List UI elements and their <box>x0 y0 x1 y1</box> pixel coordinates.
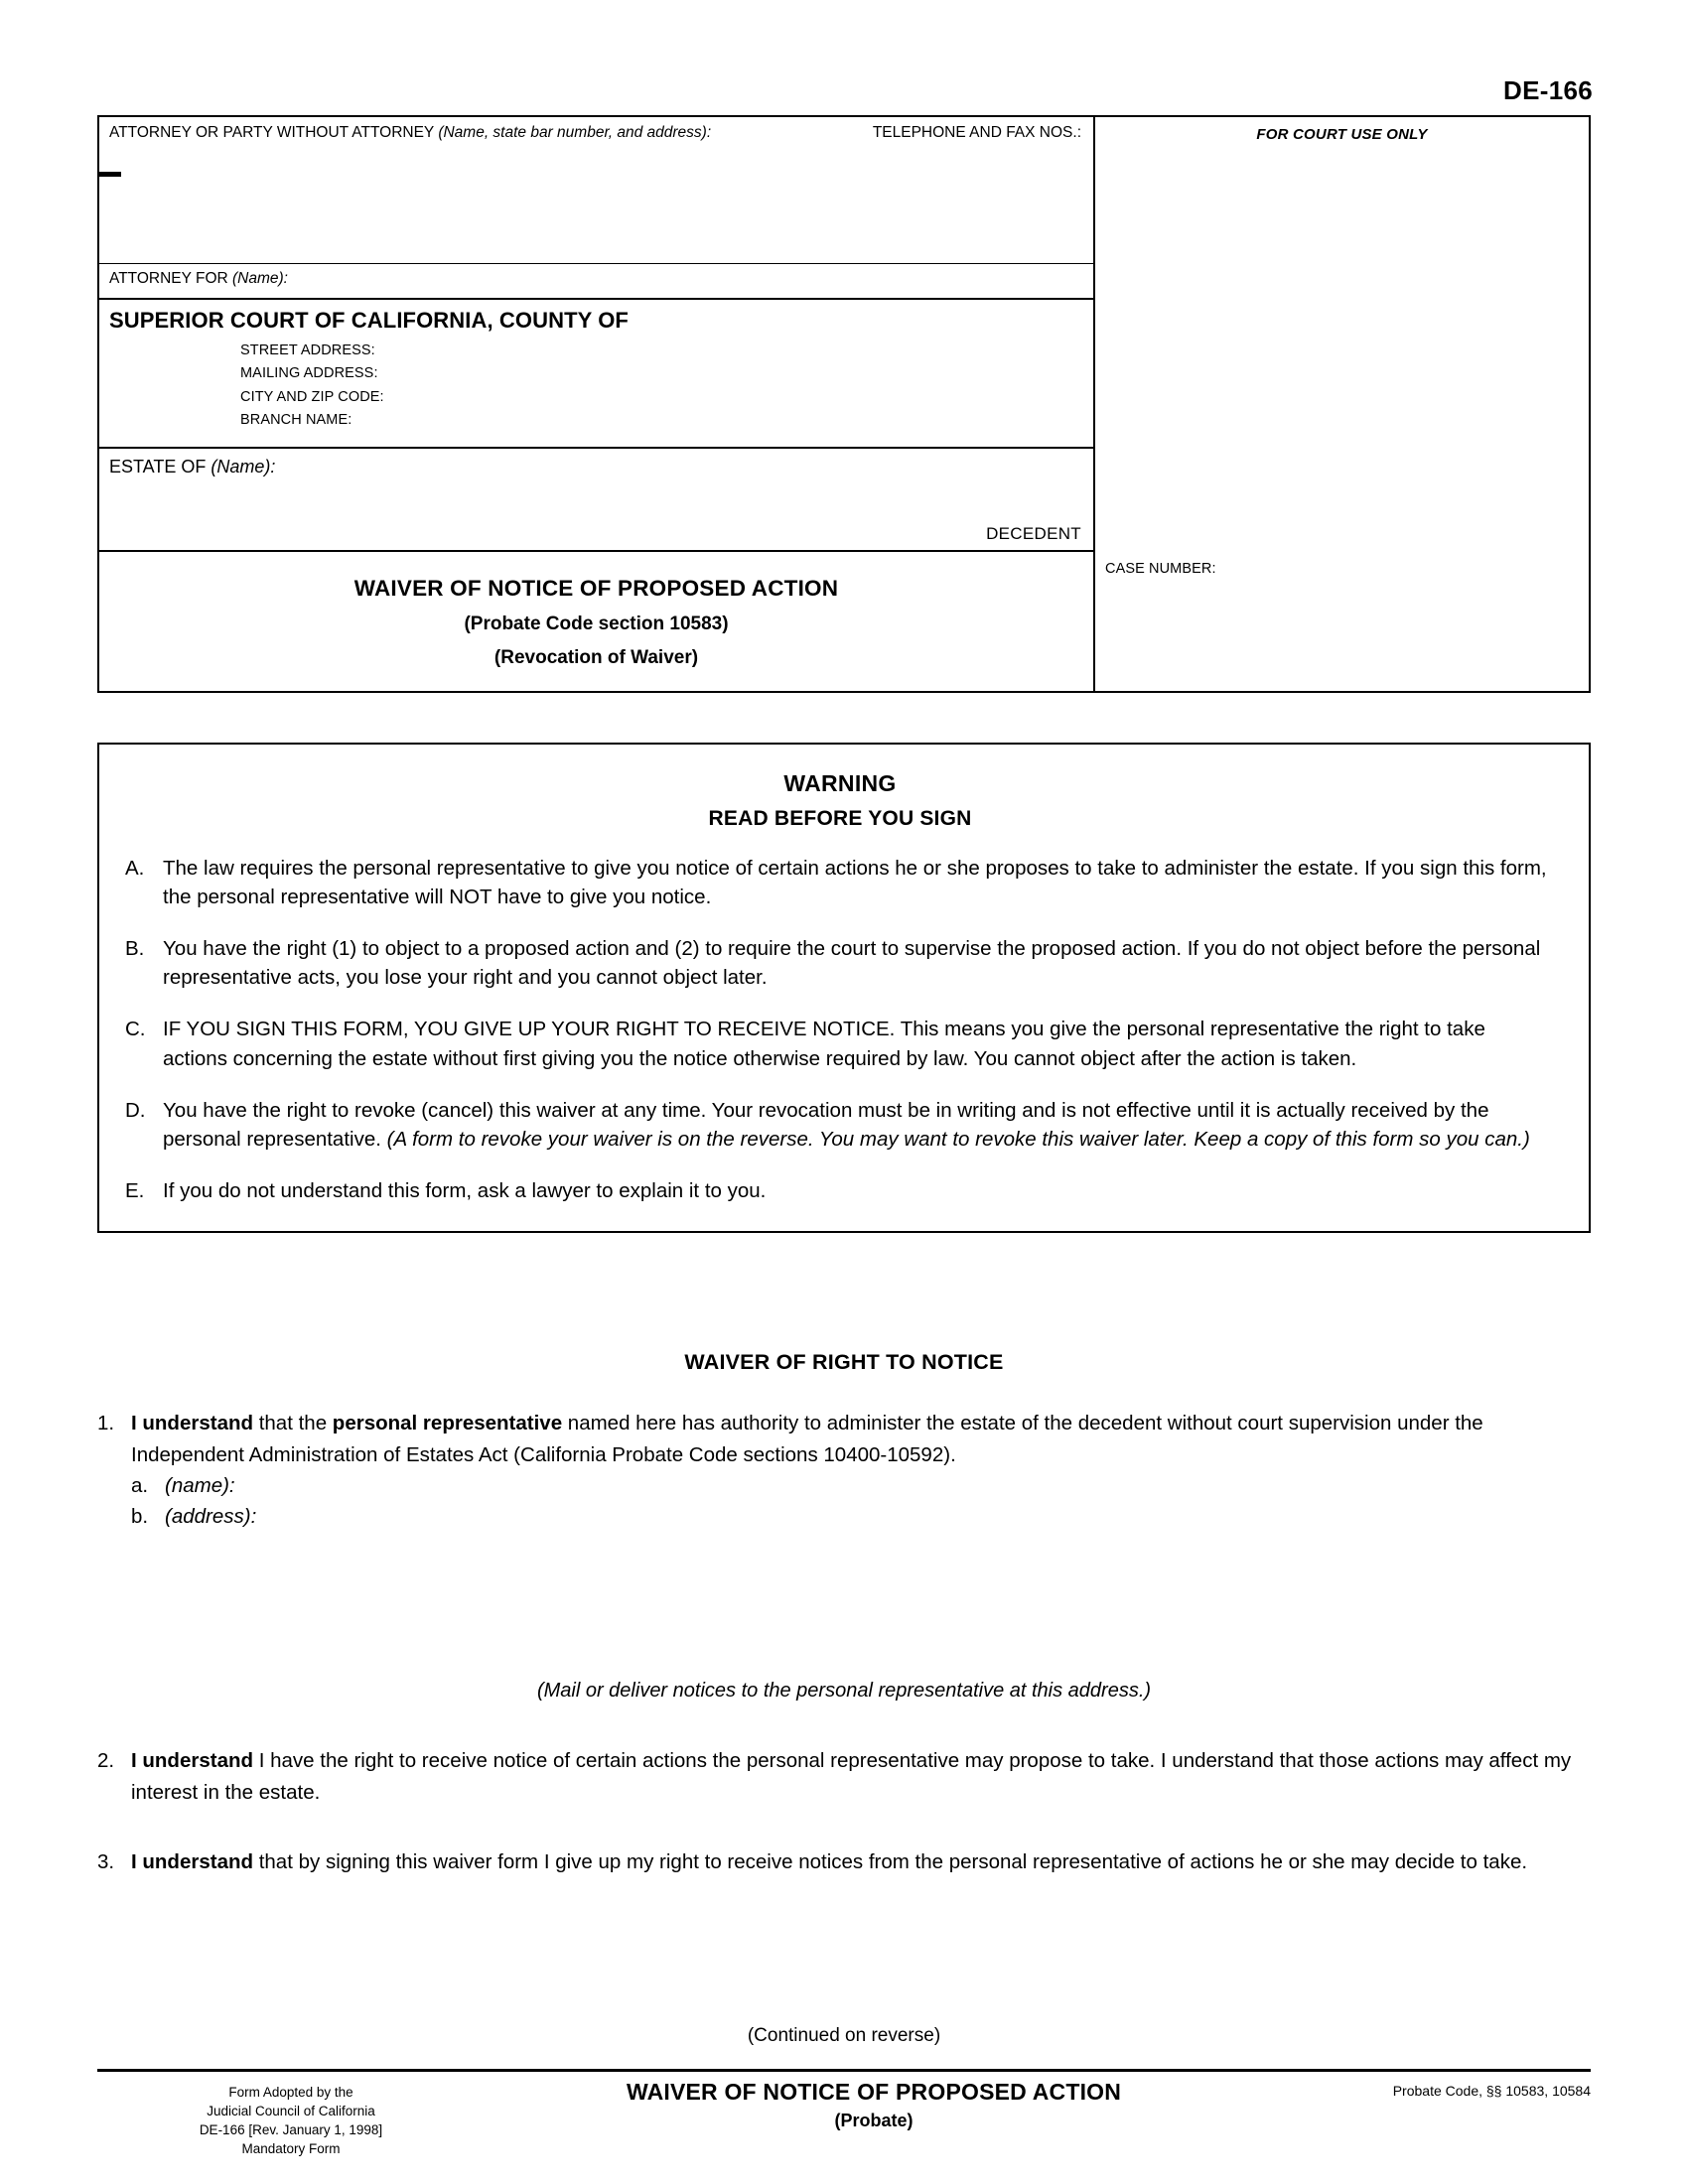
waiver-item-1b[interactable] <box>131 1502 1591 1533</box>
waiver-item-1a-italic: (name): <box>165 1473 235 1497</box>
warning-item-a-text: The law requires the personal representative to give you notice of certain actions he or she proposes to take to administer the estate. If you sign this form, the personal representative will NOT have to give you notice. <box>163 857 1547 909</box>
attorney-dash-mark <box>99 172 121 177</box>
waiver-item-3-row <box>97 1846 1591 1878</box>
court-branch-name-label[interactable]: BRANCH NAME: <box>240 412 352 429</box>
warning-item-c-text: IF YOU SIGN THIS FORM, YOU GIVE UP YOUR RIGHT TO RECEIVE NOTICE. This means you give the personal representative the right to take actions concerning the estate without first giving you the notice otherwise required by law. You cannot object after the action is taken. <box>163 1018 1485 1070</box>
waiver-item-1a-letter: a. <box>131 1473 149 1497</box>
warning-subheading: READ BEFORE YOU SIGN <box>708 807 972 830</box>
footer-adopted-line4: Mandatory Form <box>241 2141 341 2157</box>
court-title: SUPERIOR COURT OF CALIFORNIA, COUNTY OF <box>109 308 629 333</box>
caption-bottom-row <box>99 552 1589 691</box>
warning-item-e-text: If you do not understand this form, ask a lawyer to explain it to you. <box>163 1178 767 1202</box>
continued-on-reverse-note: (Continued on reverse) <box>747 2025 941 2046</box>
form-title-sub2: (Revocation of Waiver) <box>493 647 699 668</box>
court-street-address-label[interactable]: STREET ADDRESS: <box>240 342 375 358</box>
waiver-item-3-bold: I understand <box>131 1850 254 1873</box>
waiver-item-1-bold2: personal representative <box>332 1412 563 1434</box>
warning-item-e <box>125 1176 1555 1205</box>
waiver-item-1-row <box>97 1408 1591 1471</box>
attorney-field-block[interactable] <box>99 117 1093 264</box>
attorney-label-plain: ATTORNEY OR PARTY WITHOUT ATTORNEY <box>109 124 439 141</box>
warning-item-e-letter: E. <box>125 1178 145 1202</box>
telephone-label: TELEPHONE AND FAX NOS.: <box>872 124 1081 141</box>
court-use-only-box <box>1095 117 1589 552</box>
waiver-item-1a-text <box>165 1471 235 1502</box>
case-number-label: CASE NUMBER: <box>1105 561 1216 577</box>
waiver-item-1-bold1: I understand <box>131 1412 254 1434</box>
waiver-item-3-text <box>131 1846 1591 1878</box>
footer-form-title: WAIVER OF NOTICE OF PROPOSED ACTION <box>626 2079 1122 2105</box>
footer-adopted-line1: Form Adopted by the <box>228 2085 353 2100</box>
caption-left-column <box>99 117 1095 552</box>
waiver-item-3 <box>97 1846 1591 1878</box>
footer-adopted-line2: Judicial Council of California <box>207 2104 375 2119</box>
warning-item-c <box>125 1015 1555 1072</box>
decedent-label: DECEDENT <box>986 524 1081 543</box>
waiver-item-1b-text <box>165 1502 256 1533</box>
footer-divider <box>97 2069 1591 2072</box>
waiver-section-heading: WAIVER OF RIGHT TO NOTICE <box>684 1350 1004 1374</box>
waiver-item-2-bold: I understand <box>131 1749 254 1772</box>
attorney-label-italic: (Name, state bar number, and address): <box>438 124 712 141</box>
warning-item-c-letter: C. <box>125 1018 146 1041</box>
court-block <box>99 300 1093 449</box>
waiver-item-1-number: 1. <box>97 1412 115 1434</box>
warning-item-d-plain: You have the right to revoke (cancel) this waiver at any time. Your revocation must be in writing and is not effective until it is actually received by the personal representative. <box>163 1098 1489 1151</box>
caption-top-row <box>99 117 1589 552</box>
waiver-item-1b-italic: (address): <box>165 1504 257 1528</box>
warning-item-a-letter: A. <box>125 857 145 880</box>
waiver-item-2 <box>97 1745 1591 1809</box>
court-mailing-address-label[interactable]: MAILING ADDRESS: <box>240 365 378 382</box>
court-address-rows <box>99 340 1093 433</box>
warning-item-d <box>125 1096 1555 1154</box>
estate-of-italic: (Name): <box>211 457 276 477</box>
waiver-item-1b-letter: b. <box>131 1504 149 1528</box>
warning-heading: WARNING <box>783 770 897 796</box>
footer-adopted-line3: DE-166 [Rev. January 1, 1998] <box>199 2122 383 2138</box>
waiver-item-3-number: 3. <box>97 1850 115 1873</box>
form-title-sub1: (Probate Code section 10583) <box>464 614 729 634</box>
form-number: DE-166 <box>1503 75 1593 105</box>
waiver-item-2-row <box>97 1745 1591 1809</box>
form-title-cell <box>99 552 1095 691</box>
warning-item-d-italic: (A form to revoke your waiver is on the reverse. You may want to revoke this waiver later. Keep a copy of this form so you can.) <box>386 1127 1530 1151</box>
footer-adoption-info <box>97 2079 485 2159</box>
waiver-item-1-mid: that the <box>253 1412 333 1434</box>
footer-title-block <box>485 2079 1263 2131</box>
waiver-item-2-rest: I have the right to receive notice of certain actions the personal representative may propose to take. I understand that those actions may affect my interest in the estate. <box>131 1749 1572 1804</box>
warning-item-d-letter: D. <box>125 1098 146 1122</box>
footer-form-subtitle: (Probate) <box>834 2111 914 2130</box>
attorney-for-italic: (Name): <box>232 270 288 287</box>
estate-of-plain: ESTATE OF <box>109 457 211 477</box>
form-title-main: WAIVER OF NOTICE OF PROPOSED ACTION <box>353 576 839 601</box>
waiver-item-1-rest: named here has authority to administer the estate of the decedent without court supervision under the Independent Administration of Estates Act (California Probate Code sections 10400-10592). <box>131 1412 1483 1466</box>
waiver-item-2-number: 2. <box>97 1749 115 1772</box>
court-city-zip-label[interactable]: CITY AND ZIP CODE: <box>240 388 384 405</box>
waiver-item-1a[interactable] <box>131 1471 1591 1502</box>
page-footer <box>97 2079 1591 2159</box>
waiver-item-1 <box>97 1408 1591 1532</box>
waiver-item-1-text <box>131 1408 1591 1471</box>
estate-of-block[interactable] <box>99 449 1093 552</box>
footer-code-reference: Probate Code, §§ 10583, 10584 <box>1392 2083 1591 2099</box>
warning-item-b-letter: B. <box>125 937 145 961</box>
warning-box <box>97 743 1591 1233</box>
warning-item-b-text: You have the right (1) to object to a proposed action and (2) to require the court to supervise the proposed action. If you do not object before the personal representative acts, you lose your right and you cannot object later. <box>163 937 1541 990</box>
warning-item-a <box>125 854 1555 911</box>
attorney-for-plain: ATTORNEY FOR <box>109 270 233 287</box>
estate-of-label <box>99 449 1093 478</box>
attorney-for-field[interactable] <box>99 264 1093 300</box>
warning-item-b <box>125 934 1555 992</box>
court-use-only-label: FOR COURT USE ONLY <box>1256 126 1428 143</box>
mail-deliver-note: (Mail or deliver notices to the personal representative at this address.) <box>536 1680 1152 1702</box>
caption-box <box>97 115 1591 693</box>
warning-item-d-text <box>163 1096 1555 1154</box>
waiver-item-3-rest: that by signing this waiver form I give up my right to receive notices from the personal representative of actions he or she may decide to take. <box>253 1850 1528 1873</box>
waiver-item-2-text <box>131 1745 1591 1809</box>
case-number-cell[interactable] <box>1095 552 1589 691</box>
